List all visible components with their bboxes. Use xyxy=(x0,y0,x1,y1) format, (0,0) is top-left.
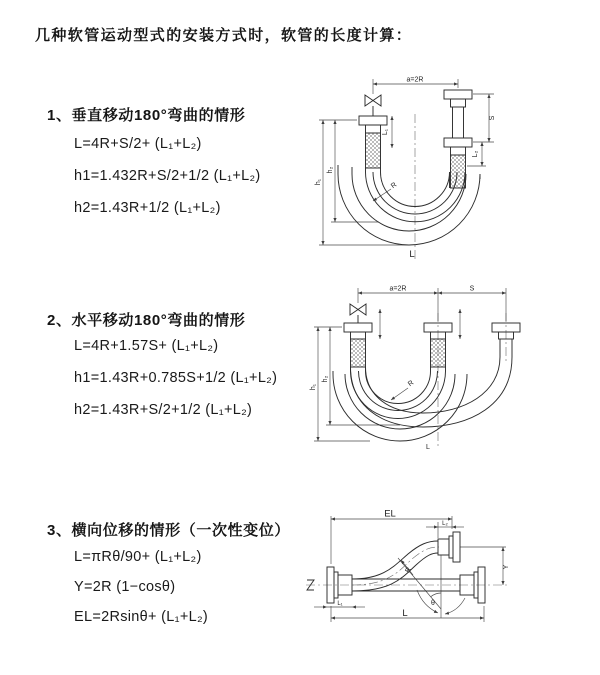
diagram-horizontal-180-bend xyxy=(308,281,600,453)
diagram-lateral-displacement xyxy=(298,506,600,648)
hose-upper-edge xyxy=(352,541,438,579)
dim-label-radius: R xyxy=(407,379,416,389)
braided-section xyxy=(351,339,366,367)
braided-section xyxy=(431,339,446,367)
page-title: 几种软管运动型式的安装方式时，软管的长度计算： xyxy=(35,27,413,44)
dim-label-l1: L₁ xyxy=(382,128,389,136)
section-1-formula-h2: h2=1.43R+1/2 (L₁+L₂) xyxy=(74,200,221,216)
dim-label-y: Y xyxy=(503,564,510,570)
dim-label-h1: h₁ xyxy=(310,383,317,391)
dim-label-l2: L₂ xyxy=(472,150,479,158)
dim-label-l1: L₁ xyxy=(337,601,343,607)
right-upper-flange xyxy=(453,532,460,562)
section-2-heading: 2、水平移动180°弯曲的情形 xyxy=(47,312,246,329)
dim-label-stroke: S xyxy=(489,115,496,121)
dim-label-length: L xyxy=(402,608,408,619)
dim-label-span: a=2R xyxy=(389,285,407,293)
dim-label-l2: L₂ xyxy=(442,521,448,527)
section-2-formula-h1: h1=1.43R+0.785S+1/2 (L₁+L₂) xyxy=(74,370,278,386)
dim-label-radius: R xyxy=(390,181,399,191)
section-3-formula-EL: EL=2Rsinθ+ (L₁+L₂) xyxy=(74,609,209,625)
dim-label-h2: h₂ xyxy=(327,166,334,174)
section-3-formula-L: L=πRθ/90+ (L₁+L₂) xyxy=(74,549,202,565)
dim-label-el: EL xyxy=(384,508,396,520)
dim-label-h2: h₂ xyxy=(322,375,329,383)
section-2-formula-L: L=4R+1.57S+ (L₁+L₂) xyxy=(74,338,219,354)
dim-label-length: L xyxy=(426,444,430,451)
section-3-heading: 3、横向位移的情形（一次性变位） xyxy=(47,522,290,539)
dimension-lines xyxy=(314,285,506,441)
hose-and-fittings xyxy=(333,304,520,441)
section-1-formula-L: L=4R+S/2+ (L₁+L₂) xyxy=(74,136,202,152)
dim-label-span: a=2R xyxy=(406,76,424,84)
valve-icon xyxy=(365,95,381,106)
dim-label-radius: R xyxy=(404,566,413,575)
dim-label-length: L xyxy=(409,249,415,260)
dim-label-h1: h₁ xyxy=(315,178,322,186)
valve-icon xyxy=(350,304,366,315)
section-1-heading: 1、垂直移动180°弯曲的情形 xyxy=(47,107,246,124)
braided-section xyxy=(366,133,381,168)
section-3-formula-Y: Y=2R (1−cosθ) xyxy=(74,579,176,595)
diagram-vertical-180-bend xyxy=(313,70,593,262)
dimension-lines xyxy=(319,76,494,245)
section-2-formula-h2: h2=1.43R+S/2+1/2 (L₁+L₂) xyxy=(74,402,253,418)
dim-label-theta: θ xyxy=(431,600,435,607)
braided-section xyxy=(451,155,466,188)
section-1-formula-h1: h1=1.432R+S/2+1/2 (L₁+L₂) xyxy=(74,168,261,184)
dim-label-stroke: S xyxy=(469,285,475,293)
